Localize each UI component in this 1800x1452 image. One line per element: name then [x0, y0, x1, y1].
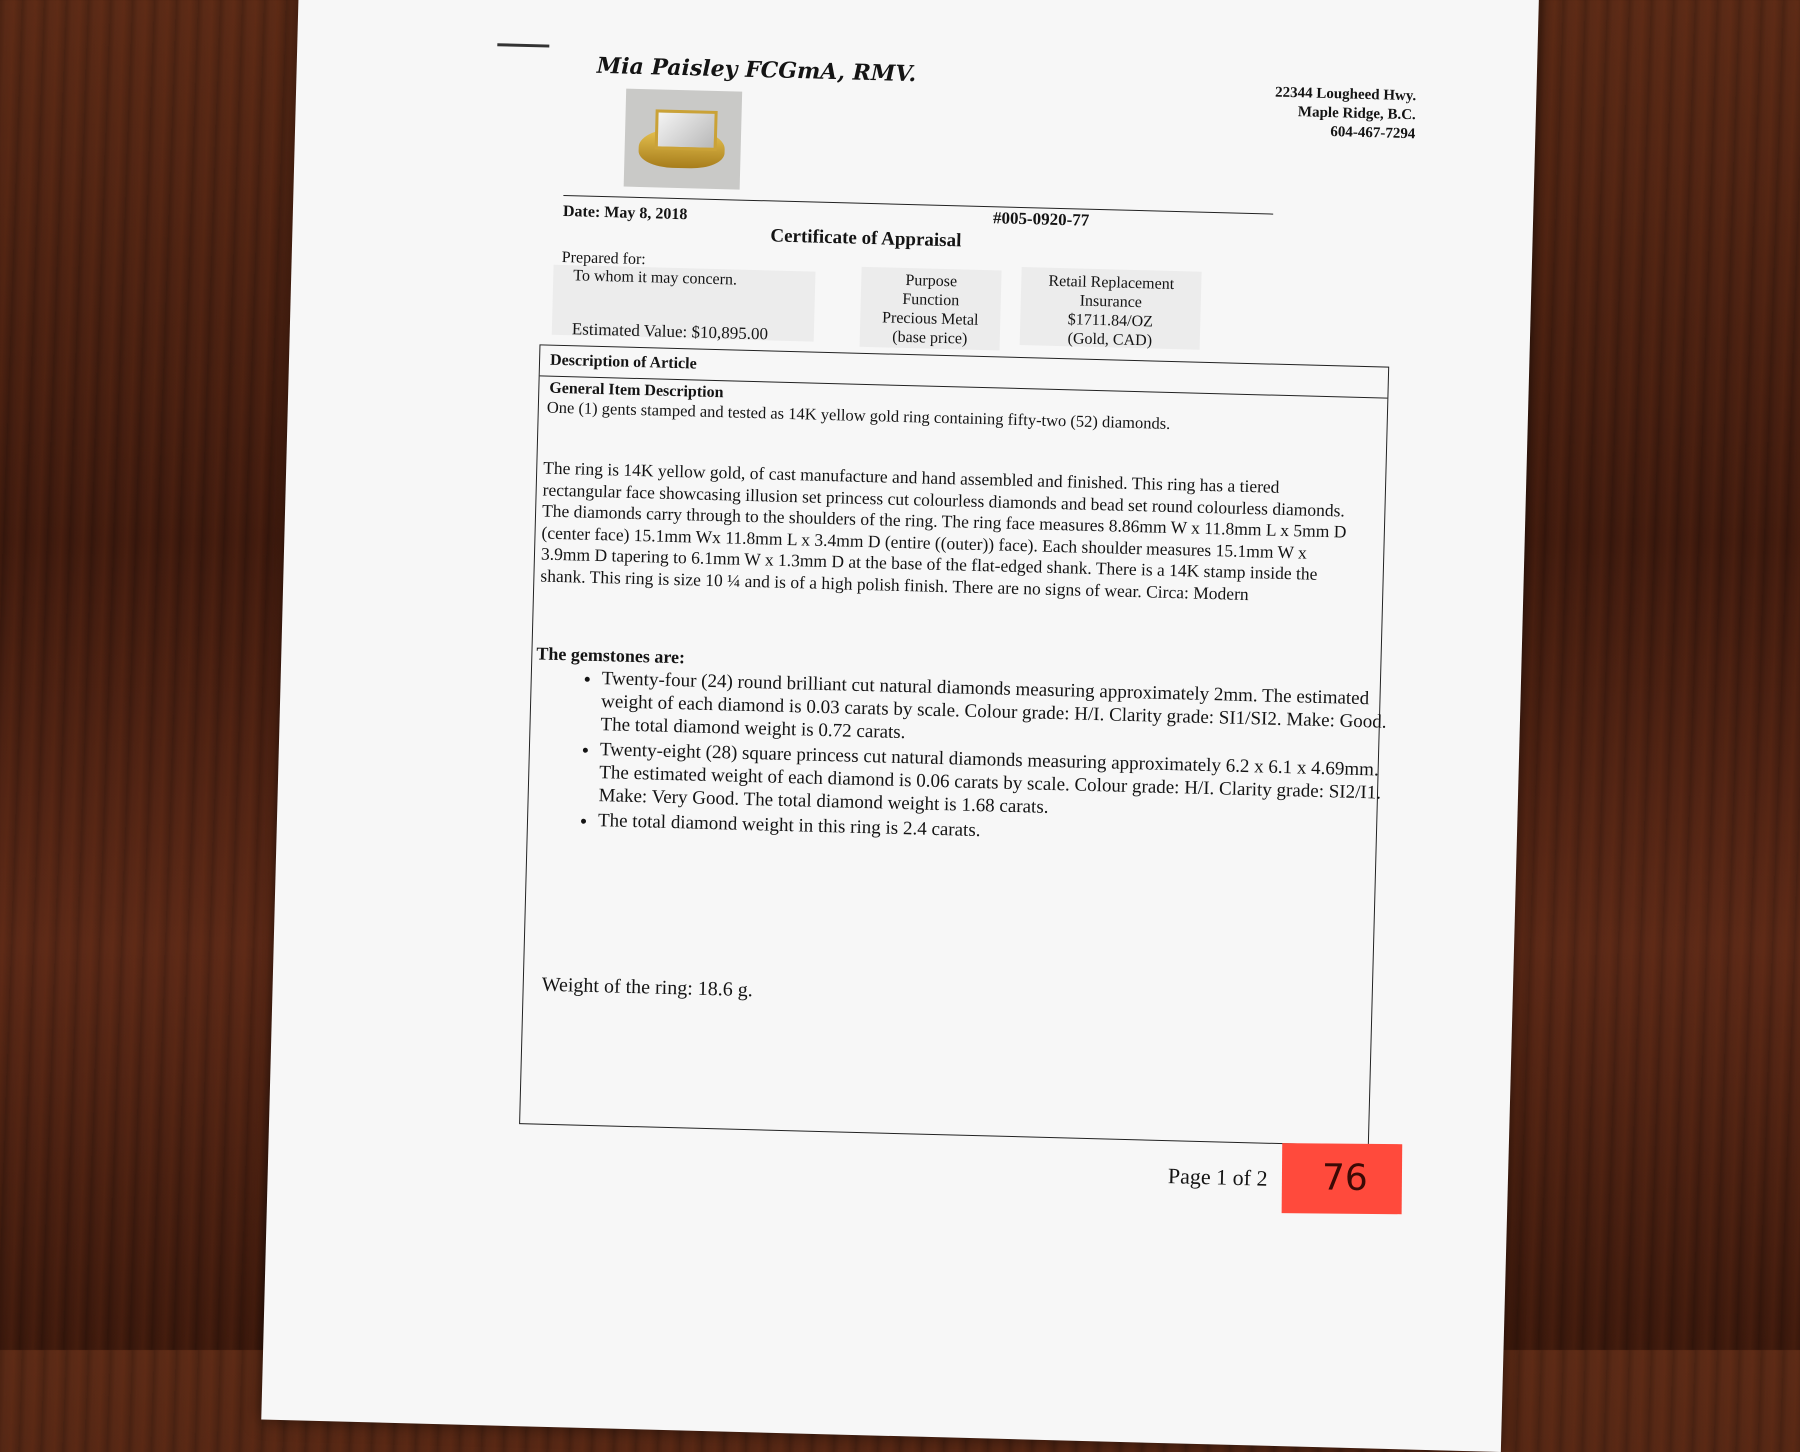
gemstone-item-total: • The total diamond weight in this ring is 2.4 carats. [598, 809, 1398, 853]
page-number: Page 1 of 2 [1167, 1163, 1268, 1191]
gemstones-list [558, 666, 1402, 855]
insurance-line-4: (Gold, CAD) [1067, 330, 1153, 350]
gemstone-item-round: • Twenty-four (24) round brilliant cut natural diamonds measuring approximately 2mm. The estimated weight of each diamond is 0.03 carats by scale. Colour grade: H/I. Clarity grade: SI1/SI2. Make: Good. The total diamond weight is 0.72 carats. [600, 667, 1402, 757]
insurance-line-3: $1711.84/OZ [1067, 311, 1154, 331]
appraisal-date: Date: May 8, 2018 [562, 202, 688, 224]
prepared-for-label: Prepared for: [561, 248, 646, 269]
general-description-text: One (1) gents stamped and tested as 14K yellow gold ring containing fifty-two (52) diamonds. [546, 397, 1171, 433]
insurance-column [1025, 271, 1197, 351]
purpose-line-4: (base price) [892, 328, 968, 348]
address-line-3: 604-467-7294 [1330, 124, 1416, 143]
purpose-column [865, 270, 997, 349]
purpose-line-2: Function [902, 290, 960, 310]
gemstone-item-princess: • Twenty-eight (28) square princess cut natural diamonds measuring approximately 6.2 x 6.1 x 4.69mm. The estimated weight of each diamond is 0.06 carats by scale. Colour grade: H/I. Clarity grade: SI2/I1. Make: Very Good. The total diamond weight is 1.68 carats. [598, 738, 1400, 828]
gemstones-title: The gemstones are: [536, 643, 686, 668]
insurance-line-1: Retail Replacement [1048, 272, 1175, 293]
ring-description-paragraph: The ring is 14K yellow gold, of cast manufacture and hand assembled and finished. This ring has a tiered rectangular face showcasing illusion set princess cut colourless diamonds and bead set round colourless diamonds. The diamonds carry through to the shoulders of the ring. The ring face measures 8.86mm W x 11.8mm L x 5mm D (center face) 15.1mm Wx 11.8mm L x 3.4mm D (entire ((outer)) face). Each shoulder measures 15.1mm W x 3.9mm D tapering to 6.1mm W x 1.3mm D at the base of the flat-edged shank. There is a 14K stamp inside the shank. This ring is size 10 ¼ and is of a high polish finish. There are no signs of wear. Circa: Modern [540, 457, 1347, 604]
insurance-line-2: Insurance [1079, 292, 1143, 312]
price-sticker [1282, 1143, 1403, 1214]
purpose-line-3: Precious Metal [881, 309, 979, 329]
ring-photo [624, 89, 743, 190]
appraiser-name: Mia Paisley FCGmA, RMV. [596, 52, 917, 88]
address-line-1: 22344 Lougheed Hwy. [1274, 84, 1417, 105]
general-description-title: General Item Description [549, 379, 724, 402]
appraisal-document [261, 0, 1539, 1452]
description-heading: Description of Article [540, 345, 1389, 398]
address-line-2: Maple Ridge, B.C. [1297, 104, 1417, 124]
address-block [1274, 84, 1417, 145]
ring-weight: Weight of the ring: 18.6 g. [541, 973, 754, 1002]
certificate-title: Certificate of Appraisal [770, 225, 962, 252]
sticker-number: 76 [1321, 1157, 1368, 1199]
description-box [519, 344, 1389, 1146]
pen-mark [497, 43, 549, 47]
ring-face [655, 109, 718, 151]
prepared-for-value: To whom it may concern. [573, 267, 738, 289]
certificate-number: #005-0920-77 [992, 208, 1090, 230]
estimated-value: Estimated Value: $10,895.00 [571, 319, 769, 344]
purpose-line-1: Purpose [905, 271, 958, 291]
